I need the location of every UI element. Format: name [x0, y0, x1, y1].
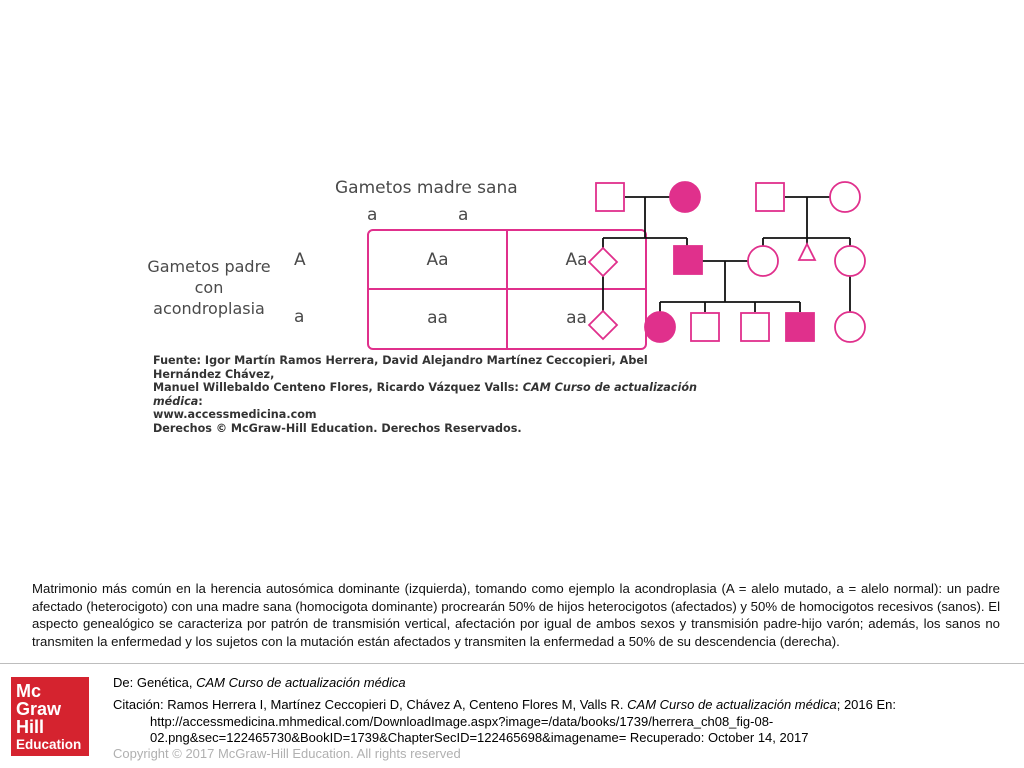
source-line: www.accessmedicina.com [153, 408, 317, 422]
father-label [144, 256, 274, 319]
affected-female-symbol [645, 312, 675, 342]
mother-allele-1: a [367, 205, 378, 225]
affected-male-symbol [674, 246, 702, 274]
father-allele-1: A [294, 250, 306, 270]
source-line: Fuente: Igor Martín Ramos Herrera, David Alejandro Martínez Ceccopieri, Abel Hernández Chávez, [153, 354, 648, 381]
figure-source [153, 354, 713, 436]
punnett-title: Gametos madre sana [335, 178, 518, 198]
pregnancy-triangle-symbol [799, 244, 815, 260]
unaffected-male-symbol [741, 313, 769, 341]
punnett-cell: Aa [565, 250, 588, 270]
father-label-line: Gametos padre [147, 257, 271, 276]
father-allele-2: a [294, 307, 305, 327]
unaffected-female-symbol [830, 182, 860, 212]
citation: Citación: Ramos Herrera I, Martínez Ceccopieri D, Chávez A, Centeno Flores M, Valls R. CAM Curso de actualización médica; 2016 En: http://accessmedicina.mhmedical.com/DownloadImage.aspx?image=/data/books/1739/herrera_ch08_fig-08- 02.png&sec=122465730&BookID=1739&ChapterSecID=122465698&imagename= Recuperado: October 14, 2017 [113, 697, 1003, 747]
unaffected-female-symbol [748, 246, 778, 276]
punnett-cell: aa [427, 308, 448, 328]
affected-male-symbol [786, 313, 814, 341]
sex-unspecified-symbol [589, 311, 617, 339]
punnett-cell: aa [566, 308, 587, 328]
affected-female-symbol [670, 182, 700, 212]
unaffected-male-symbol [596, 183, 624, 211]
unaffected-female-symbol [835, 246, 865, 276]
pedigree-chart [580, 175, 880, 350]
unaffected-male-symbol [756, 183, 784, 211]
unaffected-female-symbol [835, 312, 865, 342]
copyright: Copyright © 2017 McGraw-Hill Education. All rights reserved [113, 746, 461, 761]
father-label-line: acondroplasia [153, 299, 265, 318]
sex-unspecified-symbol [589, 248, 617, 276]
punnett-cell: Aa [426, 250, 449, 270]
source-line: Manuel Willebaldo Centeno Flores, Ricardo Vázquez Valls: CAM Curso de actualización médica: [153, 381, 697, 408]
unaffected-male-symbol [691, 313, 719, 341]
figure-caption: Matrimonio más común en la herencia autosómica dominante (izquierda), tomando como ejemplo la acondroplasia (A = alelo mutado, a = alelo normal): un padre afectado (heterocigoto) con una madre sana (homocigota dominante) procrearán 50% de hijos heterocigotos (afectados) y 50% de homocigotos recesivos (sanos). El aspecto genealógico se caracteriza por patrón de transmisión vertical, afectación por igual de ambos sexos y transmisión padre-hijo varón; además, los sanos no transmiten la enfermedad y los sujetos con la mutación están afectados y transmiten la enfermedad a 50% de su descendencia (derecha). [32, 581, 1000, 649]
citation-url[interactable]: 02.png&sec=122465730&BookID=1739&ChapterSecID=122465698&imagename= Recuperado: October 14, 2017 [150, 730, 809, 745]
footer-divider [0, 663, 1024, 664]
father-label-line: con [194, 278, 224, 297]
mother-allele-2: a [458, 205, 469, 225]
source-book: De: Genética, CAM Curso de actualización médica [113, 675, 406, 690]
mcgraw-hill-logo: Mc Graw Hill Education [11, 677, 89, 756]
citation-url[interactable]: http://accessmedicina.mhmedical.com/DownloadImage.aspx?image=/data/books/1739/herrera_ch08_fig-08- [150, 713, 774, 729]
source-line: Derechos © McGraw-Hill Education. Derechos Reservados. [153, 421, 522, 435]
